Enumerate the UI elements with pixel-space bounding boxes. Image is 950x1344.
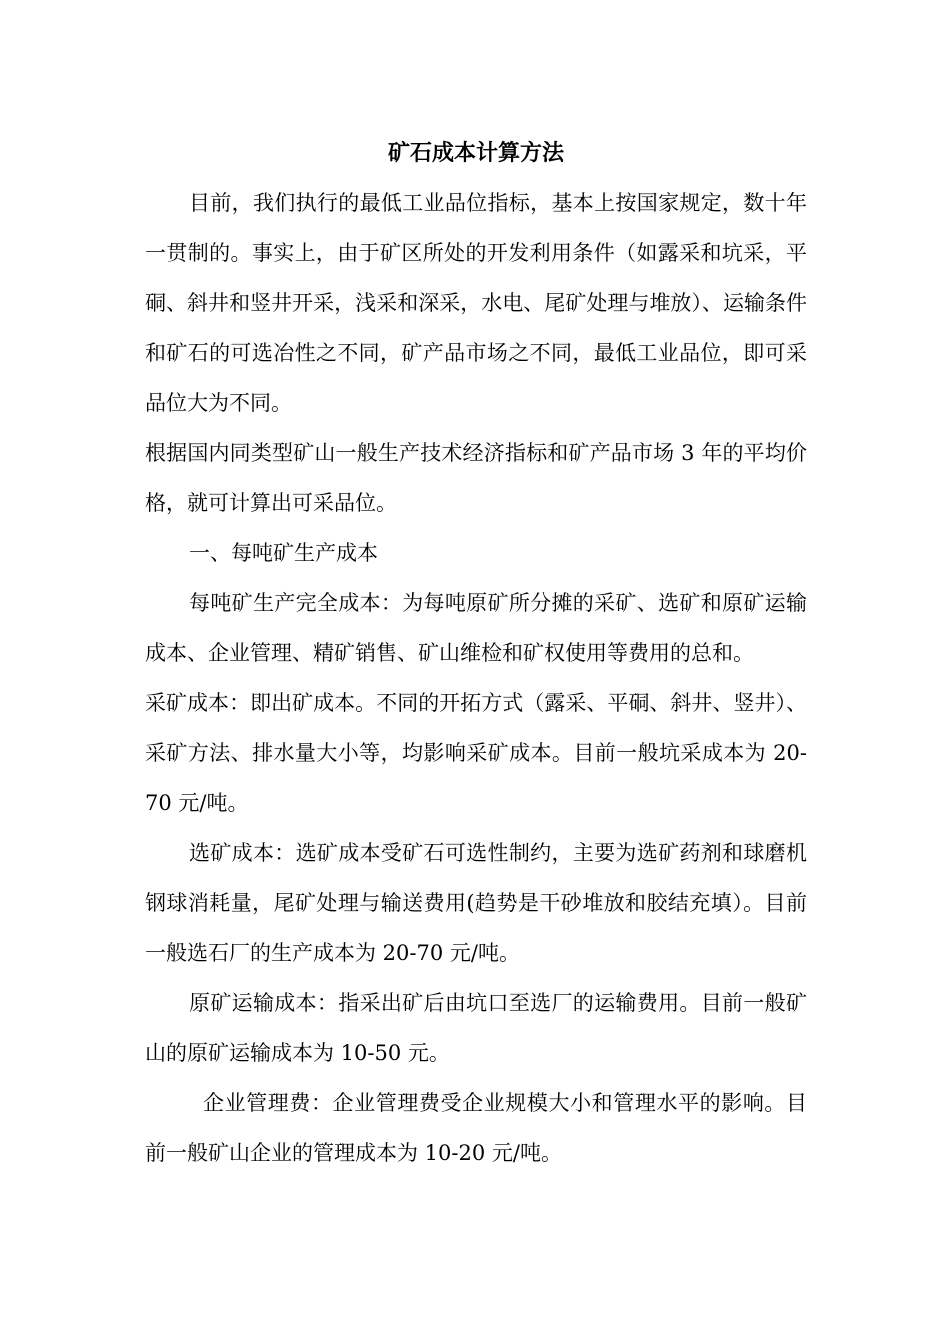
paragraph-management-cost: 企业管理费：企业管理费受企业规模大小和管理水平的影响。目前一般矿山企业的管理成本为 10-20 元/吨。 — [145, 1091, 807, 1165]
section-heading: 一、每吨矿生产成本 — [189, 541, 378, 565]
paragraph-processing-cost: 选矿成本：选矿成本受矿石可选性制约，主要为选矿药剂和球磨机钢球消耗量，尾矿处理与输送费用(趋势是干砂堆放和胶结充填）。目前一般选石厂的生产成本为 20-70 元/吨。 — [145, 841, 807, 965]
paragraph-intro: 目前，我们执行的最低工业品位指标，基本上按国家规定，数十年一贯制的。事实上，由于矿区所处的开发利用条件（如露采和坑采，平硐、斜井和竖井开采，浅采和深采，水电、尾矿处理与堆放）、运输条件和矿石的可选冶性之不同，矿产品市场之不同，最低工业品位，即可采品位大为不同。 — [145, 191, 807, 415]
document-body — [145, 132, 807, 1178]
paragraph-mining-cost: 采矿成本：即出矿成本。不同的开拓方式（露采、平硐、斜井、竖井）、采矿方法、排水量大小等，均影响采矿成本。目前一般坑采成本为 20-70 元/吨。 — [145, 691, 807, 815]
paragraph-total-cost: 每吨矿生产完全成本：为每吨原矿所分摊的采矿、选矿和原矿运输成本、企业管理、精矿销售、矿山维检和矿权使用等费用的总和。 — [145, 591, 807, 665]
document-title: 矿石成本计算方法 — [387, 140, 564, 166]
paragraph-basis: 根据国内同类型矿山一般生产技术经济指标和矿产品市场 3 年的平均价格，就可计算出可采品位。 — [145, 441, 807, 515]
paragraph-transport-cost: 原矿运输成本：指采出矿后由坑口至选厂的运输费用。目前一般矿山的原矿运输成本为 10-50 元。 — [145, 991, 807, 1065]
